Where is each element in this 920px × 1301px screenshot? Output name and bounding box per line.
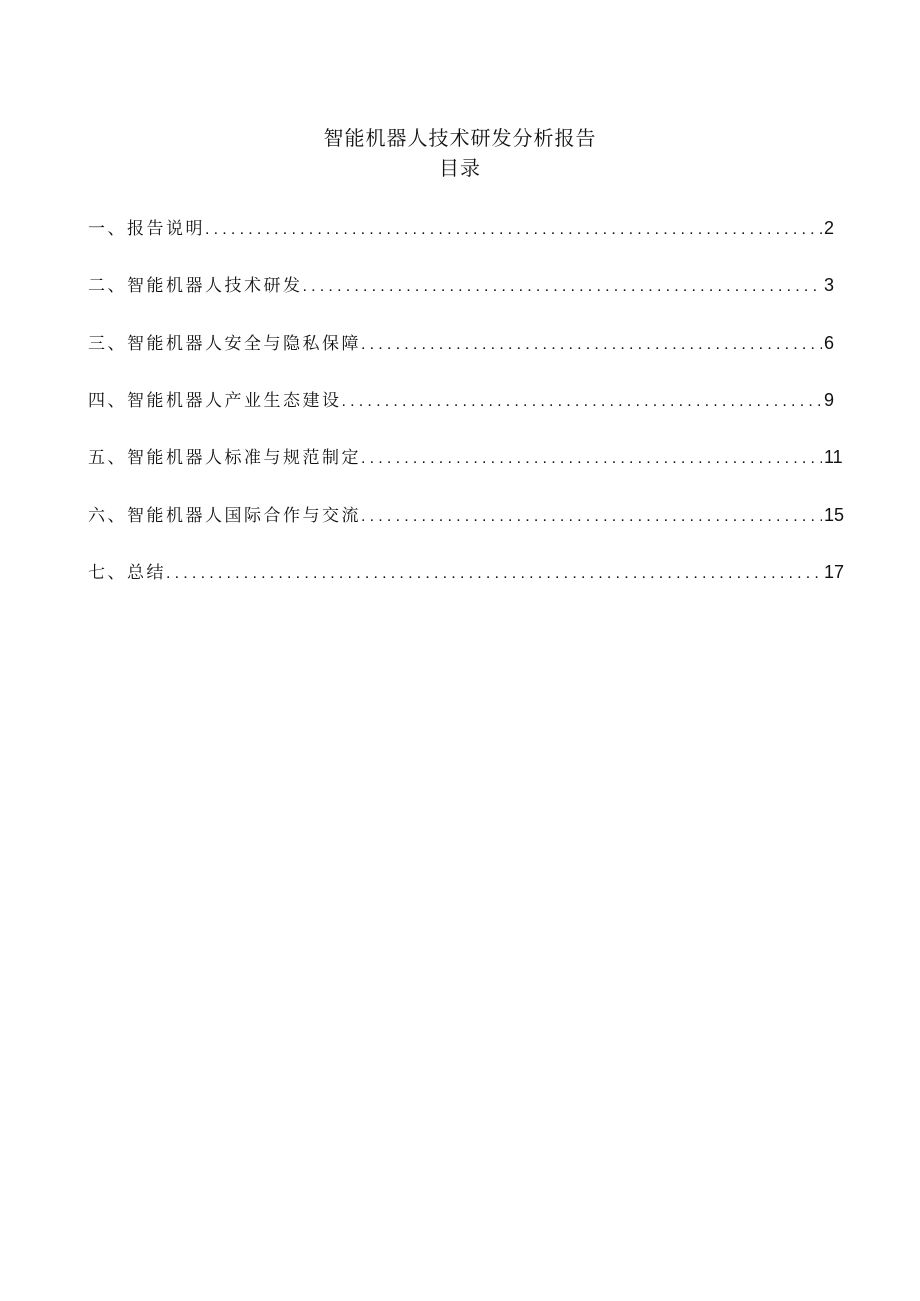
toc-dot-leader [361, 442, 822, 476]
toc-entry-page-number: 11 [824, 447, 843, 468]
toc-entry-security-privacy[interactable] [88, 326, 834, 360]
toc-entry-report-description[interactable] [88, 211, 834, 245]
toc-entry-industry-ecosystem[interactable] [88, 383, 834, 417]
toc-entry-page-number: 9 [824, 389, 835, 410]
toc-entry-label: 五、智能机器人标准与规范制定 [88, 448, 361, 469]
table-of-contents [88, 211, 845, 612]
document-title: 智能机器人技术研发分析报告 [323, 126, 597, 150]
toc-entry-page-number: 17 [824, 561, 845, 582]
toc-entry-label: 六、智能机器人国际合作与交流 [88, 505, 361, 526]
toc-entry-technology-rnd[interactable] [88, 268, 834, 302]
toc-entry-page-number: 6 [824, 332, 835, 353]
toc-dot-leader [361, 500, 822, 534]
toc-entry-label: 一、报告说明 [88, 219, 205, 239]
toc-heading: 目录 [439, 156, 481, 180]
toc-entry-label: 二、智能机器人技术研发 [88, 276, 303, 297]
toc-dot-leader [303, 270, 823, 304]
toc-entry-summary[interactable] [88, 555, 845, 589]
toc-dot-leader [205, 213, 822, 247]
toc-entry-label: 三、智能机器人安全与隐私保障 [88, 333, 361, 354]
toc-entry-international-cooperation[interactable] [88, 498, 845, 532]
toc-dot-leader [166, 557, 822, 591]
toc-dot-leader [361, 328, 822, 362]
toc-entry-page-number: 3 [824, 275, 835, 296]
toc-entry-label: 七、总结 [88, 562, 166, 583]
toc-entry-standards[interactable] [88, 440, 843, 474]
toc-entry-page-number: 2 [824, 218, 835, 238]
toc-dot-leader [342, 385, 823, 419]
toc-entry-page-number: 15 [824, 504, 845, 525]
toc-entry-label: 四、智能机器人产业生态建设 [88, 390, 342, 411]
